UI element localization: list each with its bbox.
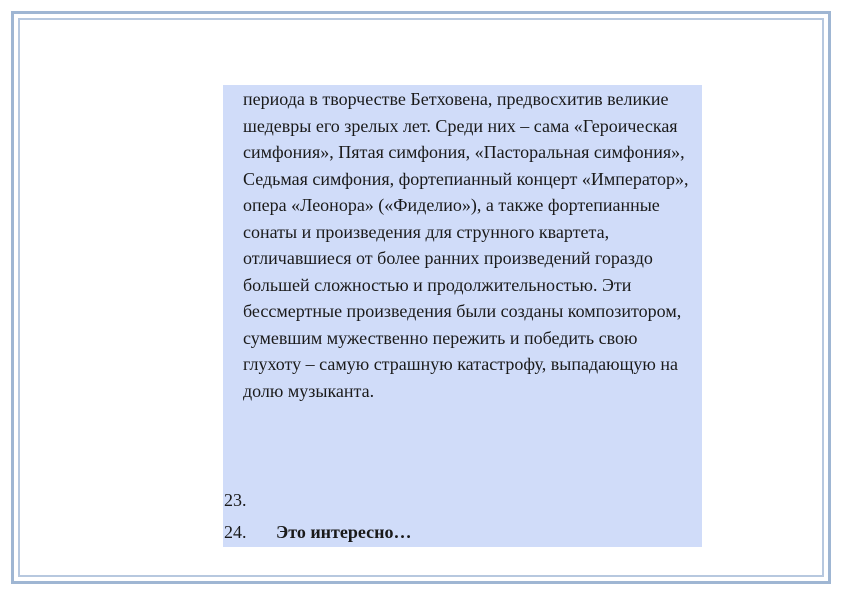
- list-number: 24.: [224, 522, 247, 542]
- list-item-24: [224, 519, 411, 545]
- list-number: 23.: [224, 490, 247, 510]
- body-paragraph: периода в творчестве Бетховена, предвосхитив великие шедевры его зрелых лет. Среди них – сама «Героическая симфония», Пятая симфония, «Пасторальная симфония», Седьмая симфония, фортепианный концерт «Император», опера «Леонора» («Фиделио»), а также фортепианные сонаты и произведения для струнного квартета, отличавшиеся от более ранних произведений гораздо большей сложностью и продолжительностью. Эти бессмертные произведения были созданы композитором, сумевшим мужественно пережить и победить свою глухоту – самую страшную катастрофу, выпадающую на долю музыканта.: [243, 89, 689, 401]
- content-box: [223, 85, 702, 547]
- list-item-23: [224, 487, 276, 513]
- list-text-bold: Это интересно…: [276, 522, 412, 542]
